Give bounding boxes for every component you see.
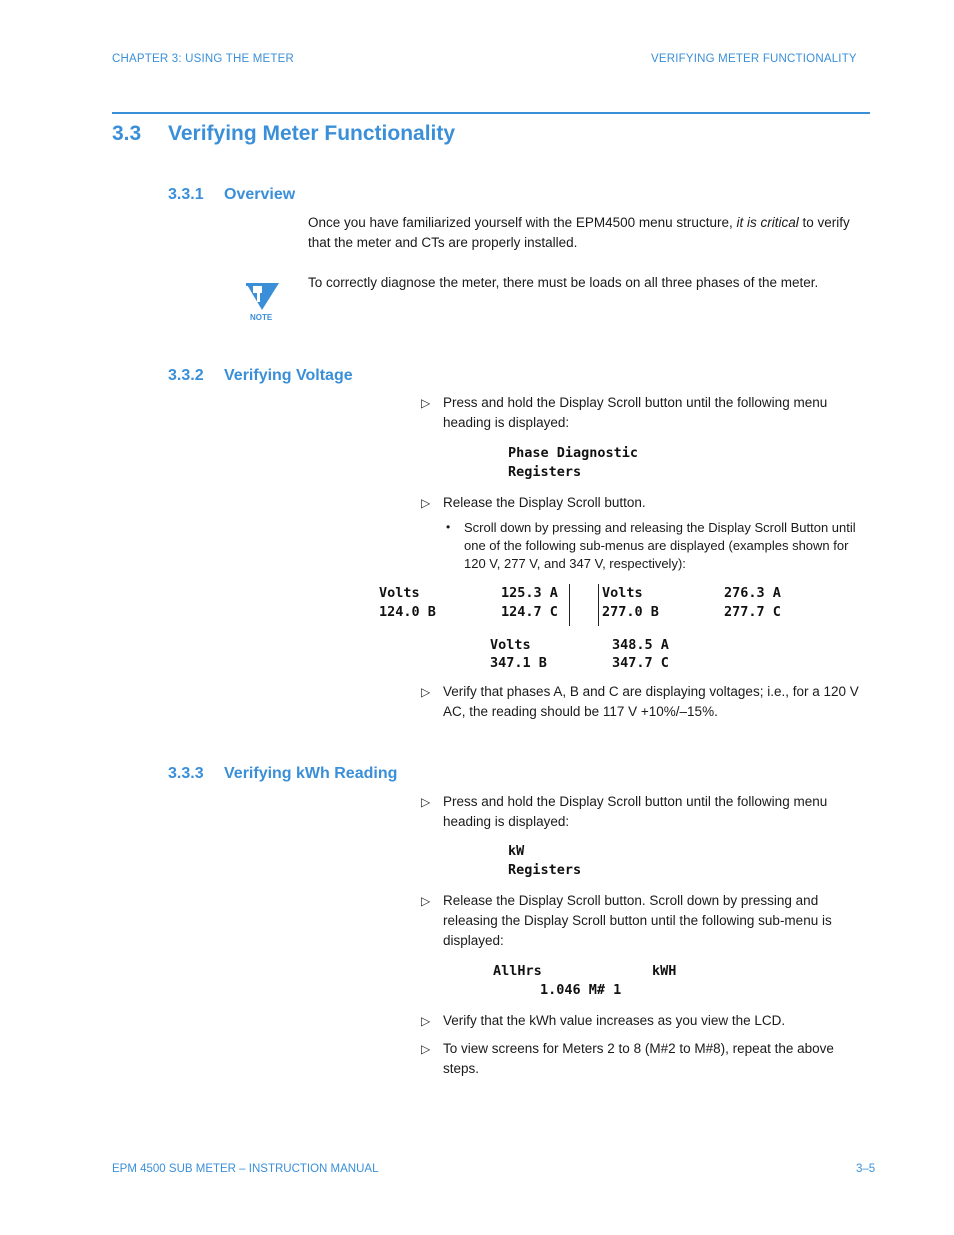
kwh-step-3: Verify that the kWh value increases as you view the LCD. — [443, 1013, 786, 1028]
lcd120-r1c1: Volts — [379, 585, 420, 601]
lcd347-r2c1: 347.1 B — [490, 655, 547, 671]
lcd-phase-diagnostic-line2: Registers — [508, 464, 582, 480]
running-header-left: CHAPTER 3: USING THE METER — [112, 53, 294, 65]
triangle-right-icon: ▷ — [421, 795, 431, 809]
kwh-step-1: Press and hold the Display Scroll button until the following menu heading is displayed: — [443, 794, 828, 829]
lcd-kw-line1: kW — [508, 843, 525, 859]
lcd-divider — [569, 584, 570, 626]
lcd-kw-line2: Registers — [508, 862, 582, 878]
subsection-number-kwh: 3.3.3 — [168, 765, 204, 782]
voltage-sub-bullet: Scroll down by pressing and releasing the Display Scroll Button until one of the following sub-menus are displayed (examples shown for 120 V, 277 V, and 347 V, respectively): — [464, 520, 856, 571]
triangle-right-icon: ▷ — [421, 894, 431, 908]
lcd-divider — [598, 584, 599, 626]
triangle-right-icon: ▷ — [421, 396, 431, 410]
bullet-dot: • — [446, 520, 451, 534]
page-number: 3–5 — [856, 1163, 876, 1175]
overview-paragraph: Once you have familiarized yourself with the EPM4500 menu structure, it is critical to verify that the meter and CTs are properly installed. — [308, 215, 850, 250]
lcd120-r1c2: 125.3 A — [501, 585, 558, 601]
lcd347-r2c2: 347.7 C — [612, 655, 669, 671]
lcd-phase-diagnostic-line1: Phase Diagnostic — [508, 445, 639, 461]
lcd120-r2c1: 124.0 B — [379, 604, 436, 620]
critical-emphasis: it is critical — [736, 215, 799, 230]
lcd277-r2c1: 277.0 B — [602, 604, 659, 620]
voltage-step-3: Verify that phases A, B and C are displaying voltages; i.e., for a 120 V AC, the reading should be 117 V +10%/–15%. — [443, 684, 859, 719]
running-footer-left: EPM 4500 SUB METER – INSTRUCTION MANUAL — [112, 1163, 379, 1175]
section-number: 3.3 — [112, 122, 142, 145]
note-text: To correctly diagnose the meter, there must be loads on all three phases of the meter. — [308, 275, 819, 290]
lcd-kwh-label: kWH — [652, 963, 677, 979]
section-title: Verifying Meter Functionality — [168, 122, 456, 145]
lcd120-r2c2: 124.7 C — [501, 604, 558, 620]
triangle-right-icon: ▷ — [421, 1014, 431, 1028]
subsection-title-overview: Overview — [224, 186, 296, 203]
lcd277-r1c1: Volts — [602, 585, 643, 601]
header-rule — [112, 112, 870, 114]
kwh-step-2: Release the Display Scroll button. Scroll down by pressing and releasing the Display Scroll button until the following sub-menu is displayed: — [443, 893, 832, 948]
subsection-number-overview: 3.3.1 — [168, 186, 204, 203]
subsection-number-voltage: 3.3.2 — [168, 367, 204, 384]
triangle-right-icon: ▷ — [421, 685, 431, 699]
kwh-step-4: To view screens for Meters 2 to 8 (M#2 to M#8), repeat the above steps. — [443, 1041, 834, 1076]
subsection-title-voltage: Verifying Voltage — [224, 367, 353, 384]
lcd347-r1c2: 348.5 A — [612, 637, 669, 653]
triangle-right-icon: ▷ — [421, 496, 431, 510]
lcd-allhrs-label: AllHrs — [493, 963, 542, 979]
lcd347-r1c1: Volts — [490, 637, 531, 653]
lcd277-r1c2: 276.3 A — [724, 585, 781, 601]
lcd-kwh-value: 1.046 M# 1 — [540, 982, 622, 998]
triangle-right-icon: ▷ — [421, 1042, 431, 1056]
voltage-step-1: Press and hold the Display Scroll button until the following menu heading is displayed: — [443, 395, 828, 430]
running-header-right: VERIFYING METER FUNCTIONALITY — [651, 53, 857, 65]
voltage-step-2: Release the Display Scroll button. — [443, 495, 646, 510]
lcd277-r2c2: 277.7 C — [724, 604, 781, 620]
note-label: NOTE — [250, 313, 273, 322]
subsection-title-kwh: Verifying kWh Reading — [224, 765, 398, 782]
